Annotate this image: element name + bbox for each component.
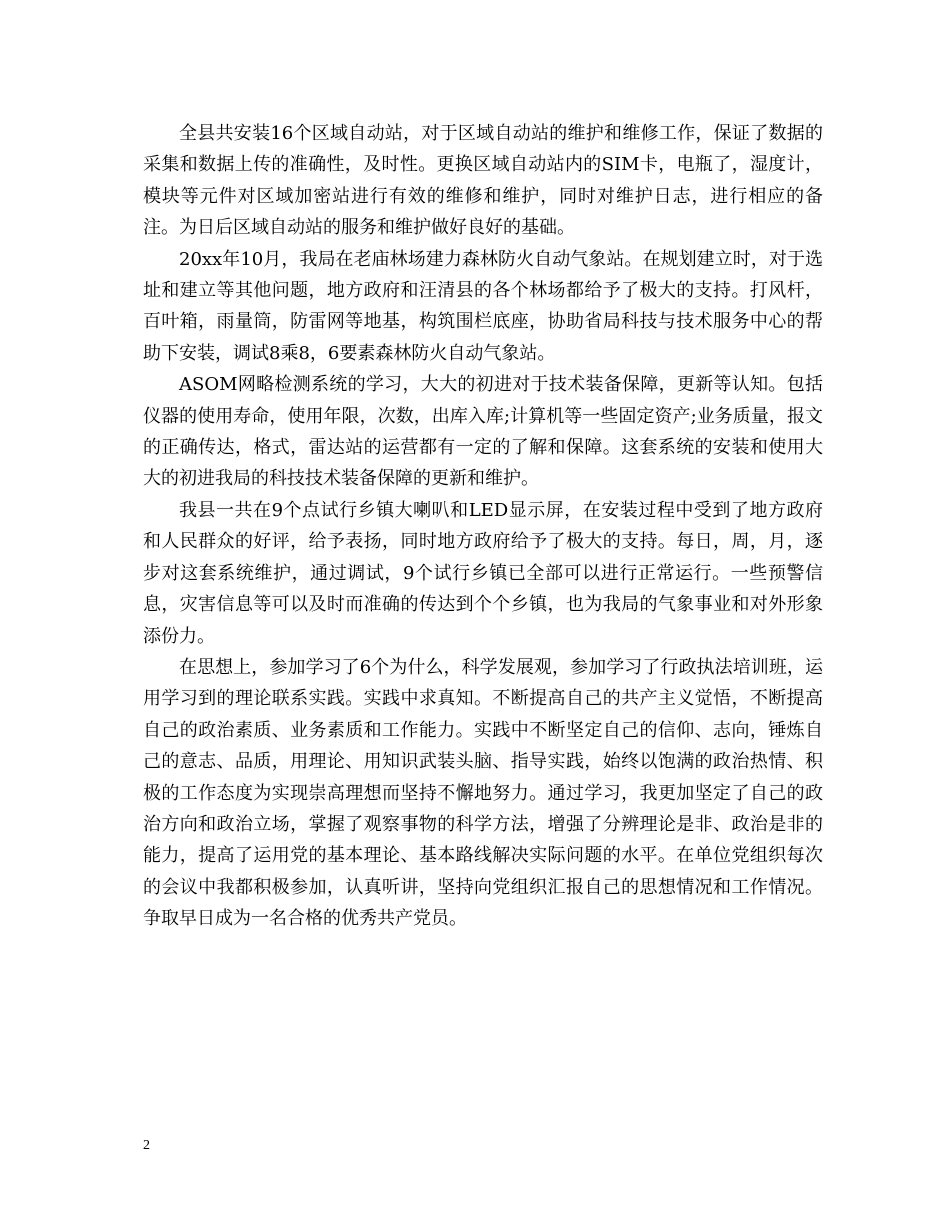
document-body: [143, 118, 823, 935]
paragraph-5: 在思想上，参加学习了6个为什么，科学发展观，参加学习了行政执法培训班，运用学习到的理论联系实践。实践中求真知。不断提高自己的共产主义觉悟，不断提高自己的政治素质、业务素质和工作能力。实践中不断坚定自己的信仰、志向，锤炼自己的意志、品质，用理论、用知识武装头脑、指导实践，始终以饱满的政治热情、积极的工作态度为实现崇高理想而坚持不懈地努力。通过学习，我更加坚定了自己的政治方向和政治立场，掌握了观察事物的科学方法，增强了分辨理论是非、政治是非的能力，提高了运用党的基本理论、基本路线解决实际问题的水平。在单位党组织每次的会议中我都积极参加，认真听讲，坚持向党组织汇报自己的思想情况和工作情况。争取早日成为一名合格的优秀共产党员。: [143, 656, 823, 930]
paragraph-4: 我县一共在9个点试行乡镇大喇叭和LED显示屏，在安装过程中受到了地方政府和人民群众的好评，给予表扬，同时地方政府给予了极大的支持。每日，周，月，逐步对这套系统维护，通过调试，9个试行乡镇已全部可以进行正常运行。一些预警信息，灾害信息等可以及时而准确的传达到个个乡镇，也为我局的气象事业和对外形象添份力。: [143, 499, 823, 647]
paragraph-3: ASOM网略检测系统的学习，大大的初进对于技术装备保障，更新等认知。包括仪器的使用寿命，使用年限，次数，出库入库;计算机等一些固定资产;业务质量，报文的正确传达，格式，雷达站的运营都有一定的了解和保障。这套系统的安装和使用大大的初进我局的科技技术装备保障的更新和维护。: [143, 374, 823, 490]
page-number: 2: [143, 1138, 150, 1153]
paragraph-2: 20xx年10月，我局在老庙林场建力森林防火自动气象站。在规划建立时，对于选址和建立等其他问题，地方政府和汪清县的各个林场都给予了极大的支持。打风杆，百叶箱，雨量筒，防雷网等地基，构筑围栏底座，协助省局科技与技术服务中心的帮助下安装，调试8乘8，6要素森林防火自动气象站。: [143, 248, 823, 364]
paragraph-1: 全县共安装16个区域自动站，对于区域自动站的维护和维修工作，保证了数据的采集和数据上传的准确性，及时性。更换区域自动站内的SIM卡，电瓶了，湿度计，模块等元件对区域加密站进行有效的维修和维护，同时对维护日志，进行相应的备注。为日后区域自动站的服务和维护做好良好的基础。: [143, 123, 823, 239]
